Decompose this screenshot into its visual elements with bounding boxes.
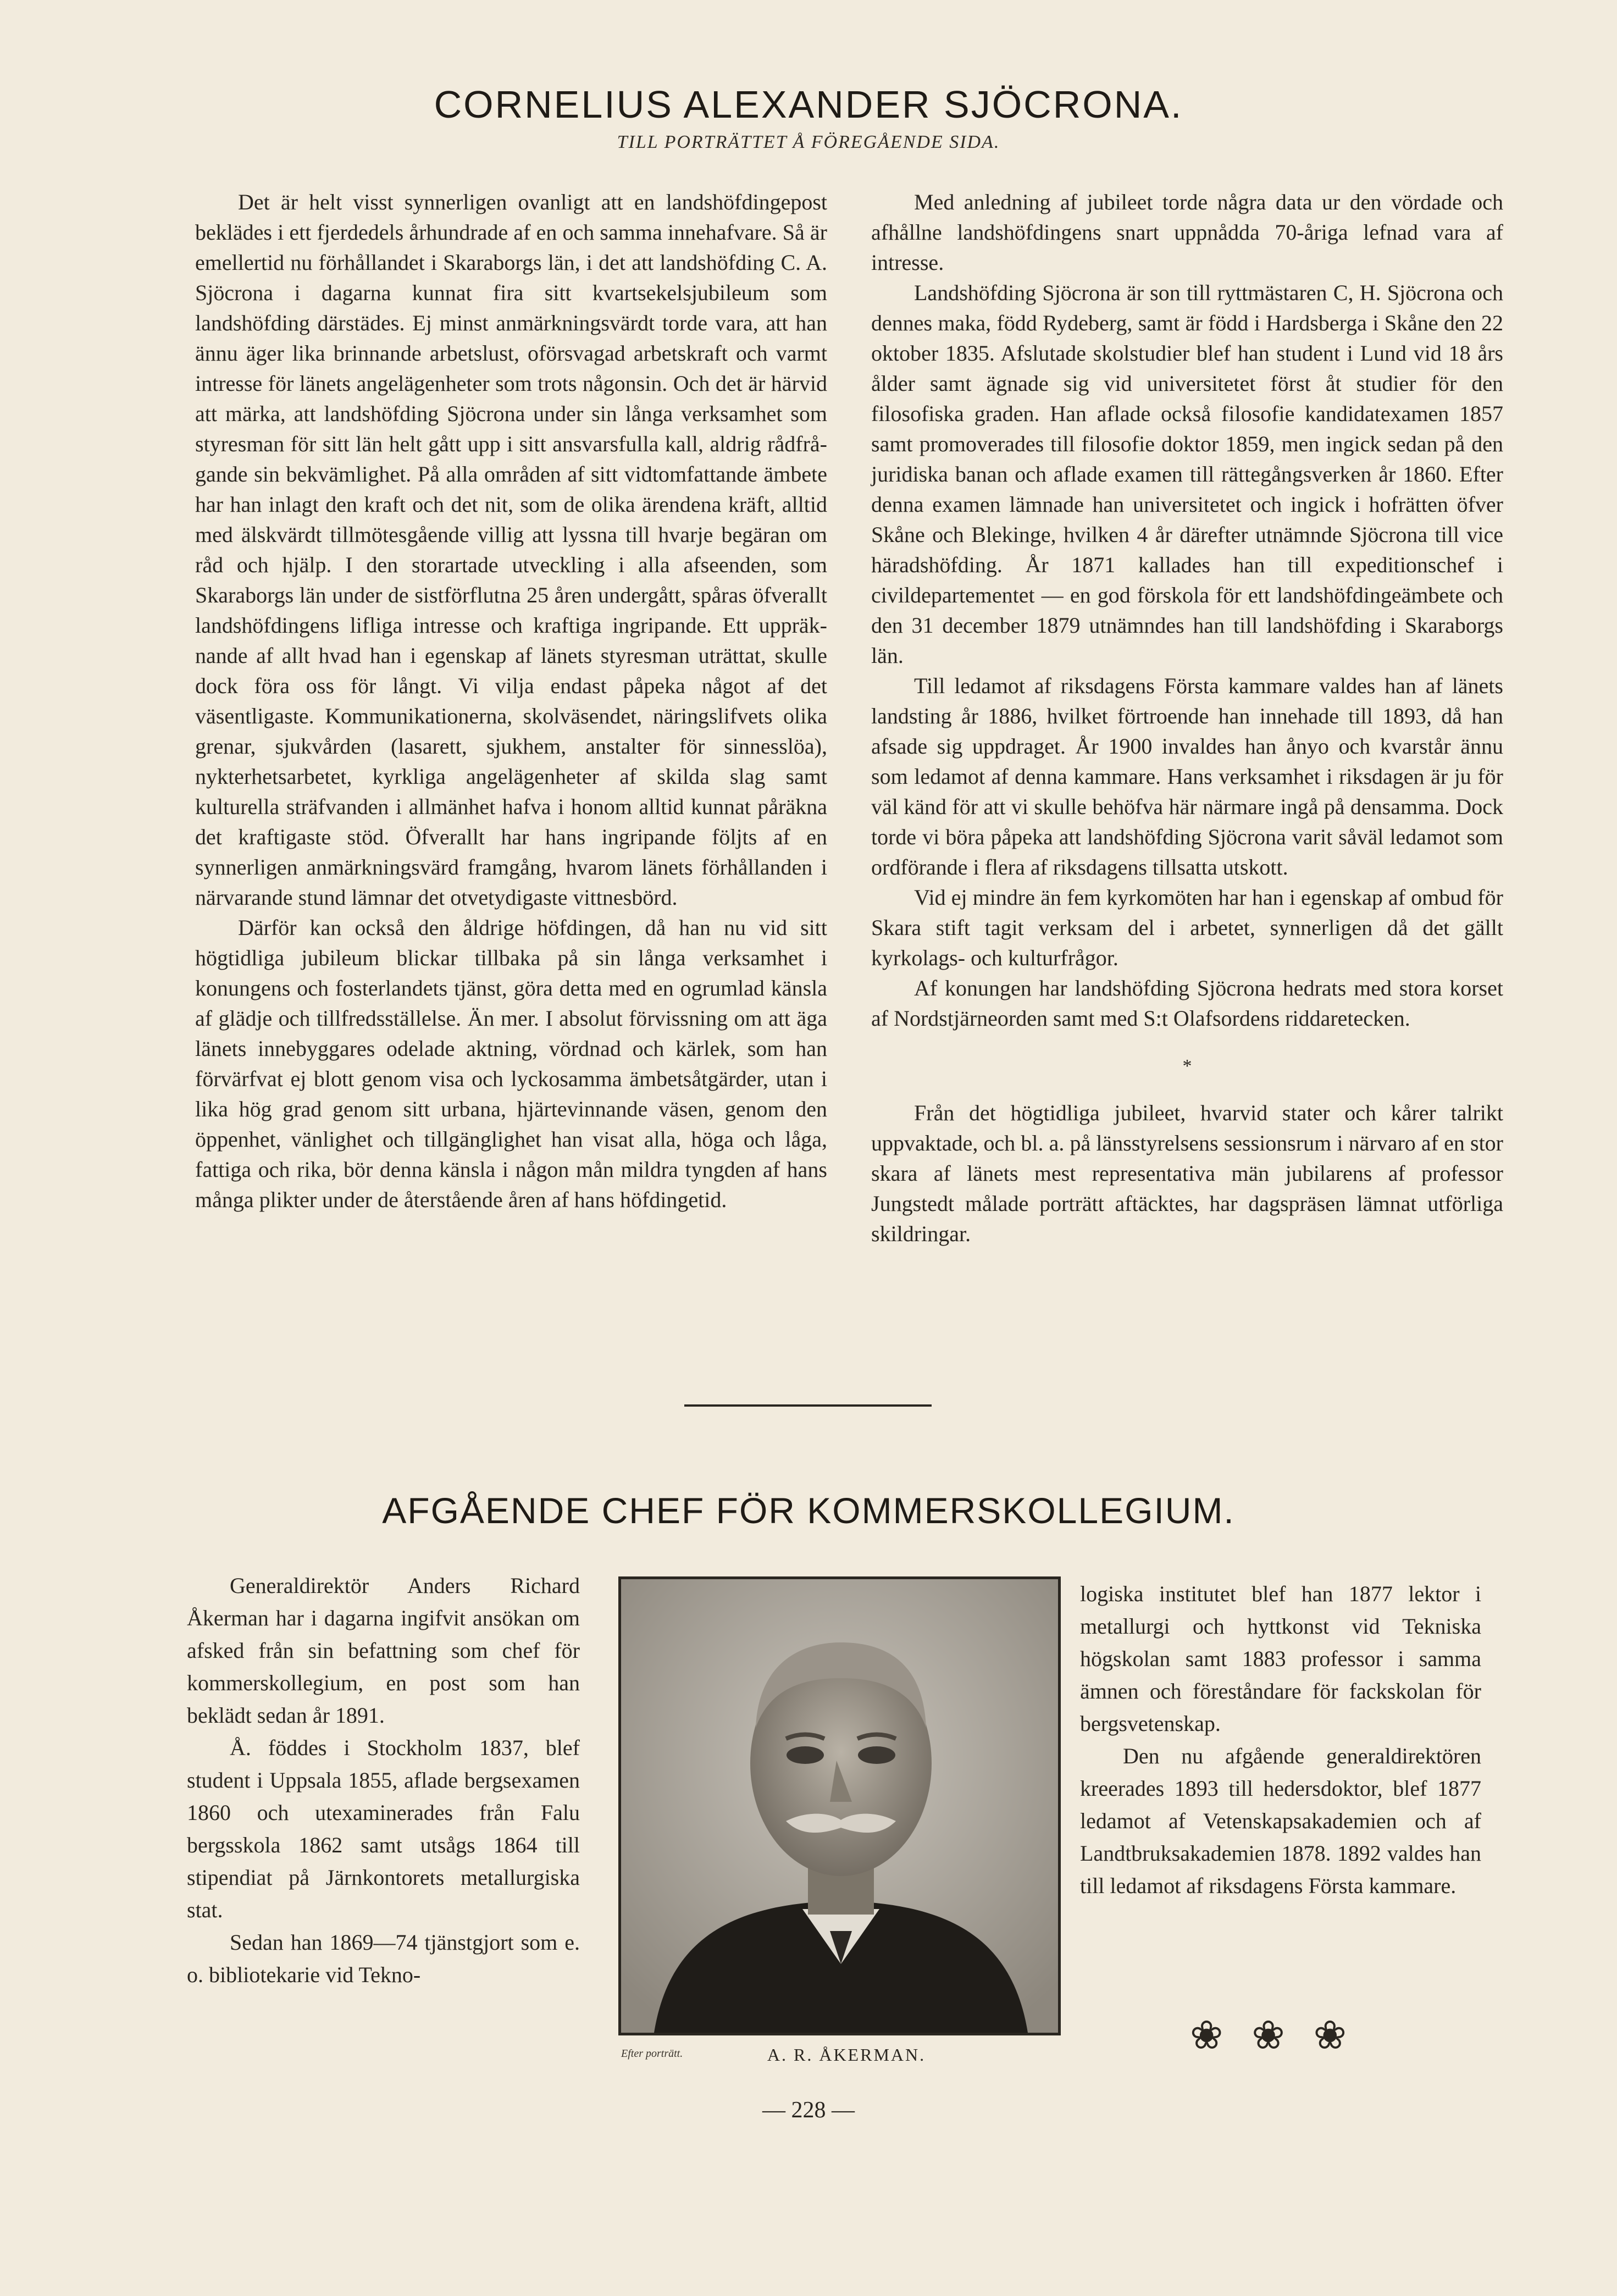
- paragraph: Sedan han 1869—74 tjänstgjort som e. o. bibliotekarie vid Tekno-: [187, 1930, 580, 1987]
- section-star: *: [1182, 1056, 1192, 1076]
- article-title: CORNELIUS ALEXANDER SJÖCRONA.: [434, 83, 1183, 126]
- paragraph: Den nu afgående generaldirektören kreerades 1893 till hedersdoktor, blef 1877 ledamot af Vetenskapsakademien och af Landtbruksakademien 1878. 1892 valdes han till ledamot af riksdagens Första kammare.: [1080, 1744, 1481, 1898]
- paragraph: Vid ej mindre än fem kyrkomöten har han i egenskap af ombud för Skara stift tagit verksam del i arbetet, synnerligen då det gällt kyrkolags- och kulturfrågor.: [871, 885, 1503, 970]
- ornament-icons: ❀❀❀: [1190, 2013, 1375, 2057]
- portrait-image: [621, 1579, 1058, 2033]
- article-right-column: [871, 187, 1503, 1249]
- paragraph: Till ledamot af riksdagens Första kammare valdes han af länets landsting år 1886, hvilket förtroende han innehade till 1893, då han afsade sig uppdraget. År 1900 invaldes han ånyo och kvarstår ännu som ledamot af denna kammare. Hans verksamhet i riksdagen är ju för väl känd för att vi skulle behöfva här närmare ingå på densamma. Dock torde vi böra påpeka att landshöfding Sjöcrona varit såväl ledamot som ordförande i flera af riksdagens tillsatta utskott.: [871, 673, 1503, 879]
- page-number: — 228 —: [762, 2098, 855, 2123]
- photo-caption: A. R. ÅKERMAN.: [767, 2045, 926, 2065]
- paragraph: Generaldirektör Anders Richard Åkerman har i dagarna ingifvit ansökan om afsked från sin befattning som chef för kommerskollegium, en post som han beklädt sedan år 1891.: [187, 1573, 580, 1728]
- paragraph: Landshöfding Sjöcrona är son till ryttmästaren C, H. Sjöcrona och dennes maka, född Rydeberg, samt är född i Hardsberga i Skåne den 22 oktober 1835. Afslutade skolstudier blef han student i Lund vid 18 års ålder samt ägnade sig vid universitetet först åt studier för den filosofiska graden. Han aflade också filosofie kandidatexamen 1857 samt promoverades till filosofie doktor 1859, men ingick sedan på den juridiska banan och aflade examen till rättegångsverken år 1860. Efter denna examen lämnade han universitetet och ingick i hofrätten öfver Skåne och Blekinge, hvilken 4 år därefter utnämnde Sjöcrona till vice häradshöfding. År 1871 kallades han till expeditionschef i civildepartementet — en god förskola för ett landshöfdingeämbete och den 31 december 1879 utnämndes han till landshöfding i Skaraborgs län.: [871, 280, 1503, 668]
- article-title: AFGÅENDE CHEF FÖR KOMMERSKOLLEGIUM.: [382, 1490, 1235, 1531]
- paragraph: Det är helt visst synnerligen ovanligt att en landshöfdingepost beklädes i ett fjerdedels århundrade af en och samma innehafvare. Så är emellertid nu förhållandet i Skaraborgs län, i det att landshöfding C. A. Sjöcrona i dagarna kunnat fira sitt kvartsekelsjubileum som landshöfding därstädes. Ej minst anmärkningsvärdt torde vara, att han ännu äger lika brinnande arbetslust, oförsvagad arbetskraft och varmt intresse för länets angelägenheter som trots någonsin. Och det är härvid att märka, att landshöfding Sjöcrona under sin långa verksamhet som styresman för sitt län helt gått upp i sitt ansvarsfulla kall, aldrig rådfrågande sin bekvämlighet. På alla områden af sitt vidtomfattande ämbete har han inlagt den kraft och det nit, som de olika ärendena kräft, alltid med älskvärdt tillmötesgående villig att lyssna till hvarje begäran om råd och hjälp. I den storartade utveckling i alla afseenden, som Skaraborgs län under de sistförflutna 25 åren undergått, spåras öfverallt landshöfdingens lifliga intresse och kraftiga ingripande. Ett uppräknande af allt hvad han i egenskap af länets styresman uträttat, skulle dock föra oss för långt. Vi vilja endast påpeka något af det väsentligaste. Kommunikationerna, skolväsendet, näringslifvets olika grenar, sjukvården (lasarett, sjukhem, anstalter för sinnesslöa), nykterhetsarbetet, kyrkliga angelägenheter af skilda slag samt kulturella sträfvanden i allmänhet hafva i honom alltid kunnat påräkna det kraftigaste stöd. Öfverallt har hans ingripande följts af en synnerligen anmärkningsvärd framgång, hvarom länets förhållanden i närvarande stund lämnar det otvetydigaste vittnesbörd.: [195, 190, 827, 910]
- paragraph: Därför kan också den åldrige höfdingen, då han nu vid sitt högtidliga jubileum blickar tillbaka på sin långa verksamhet i konungens och fosterlandets tjänst, göra detta med en ogrumlad känsla af glädje och tillfredsställelse. Än mer. I absolut förvissning om att äga länets innebyggares odelade aktning, vördnad och kärlek, som han förvärfvat ej blott genom visa och lyckosamma ämbetsåtgärder, utan i lika hög grad genom sitt urbana, hjärtevinnande väsen, genom den öppenhet, vänlighet och tillgänglighet han visat alla, höga och låga, fattiga och rika, bör denna känsla i någon mån mildra tyngden af hans många plikter under de återstående åren af hans höfdingetid.: [195, 915, 827, 1212]
- article-right-column: [1080, 1578, 1481, 1902]
- article-left-column: [195, 187, 827, 1215]
- section-divider: [684, 1404, 932, 1407]
- article-left-column: [187, 1569, 580, 1991]
- photo-credit: Efter porträtt.: [621, 2048, 683, 2060]
- paragraph: logiska institutet blef han 1877 lektor i metallurgi och hyttkonst vid Tekniska högskolan samt 1883 professor i samma ämnen och föreståndare för fackskolan för bergsvetenskap.: [1080, 1581, 1481, 1736]
- paragraph: Af konungen har landshöfding Sjöcrona hedrats med stora korset af Nordstjärneorden samt med S:t Olafsordens riddaretecken.: [871, 976, 1503, 1031]
- portrait-photo: [618, 1576, 1061, 2035]
- paragraph: Med anledning af jubileet torde några data ur den vördade och afhållne landshöfdingens snart uppnådda 70-åriga lefnad vara af intresse.: [871, 190, 1503, 275]
- article-subtitle: TILL PORTRÄTTET Å FÖREGÅENDE SIDA.: [617, 132, 1000, 152]
- paragraph: Å. föddes i Stockholm 1837, blef student i Uppsala 1855, aflade bergsexamen 1860 och utexaminerades från Falu bergsskola 1862 samt utsågs 1864 till stipendiat på Järnkontorets metallurgiska stat.: [187, 1735, 580, 1922]
- closing-paragraph: Från det högtidliga jubileet, hvarvid stater och kårer talrikt uppvaktade, och bl. a. på länsstyrelsens sessionsrum i närvaro af en stor skara af länets mest representativa män jubilarens af professor Jungstedt målade porträtt aftäcktes, har dagspräsen lämnat utförliga skildringar.: [871, 1100, 1503, 1246]
